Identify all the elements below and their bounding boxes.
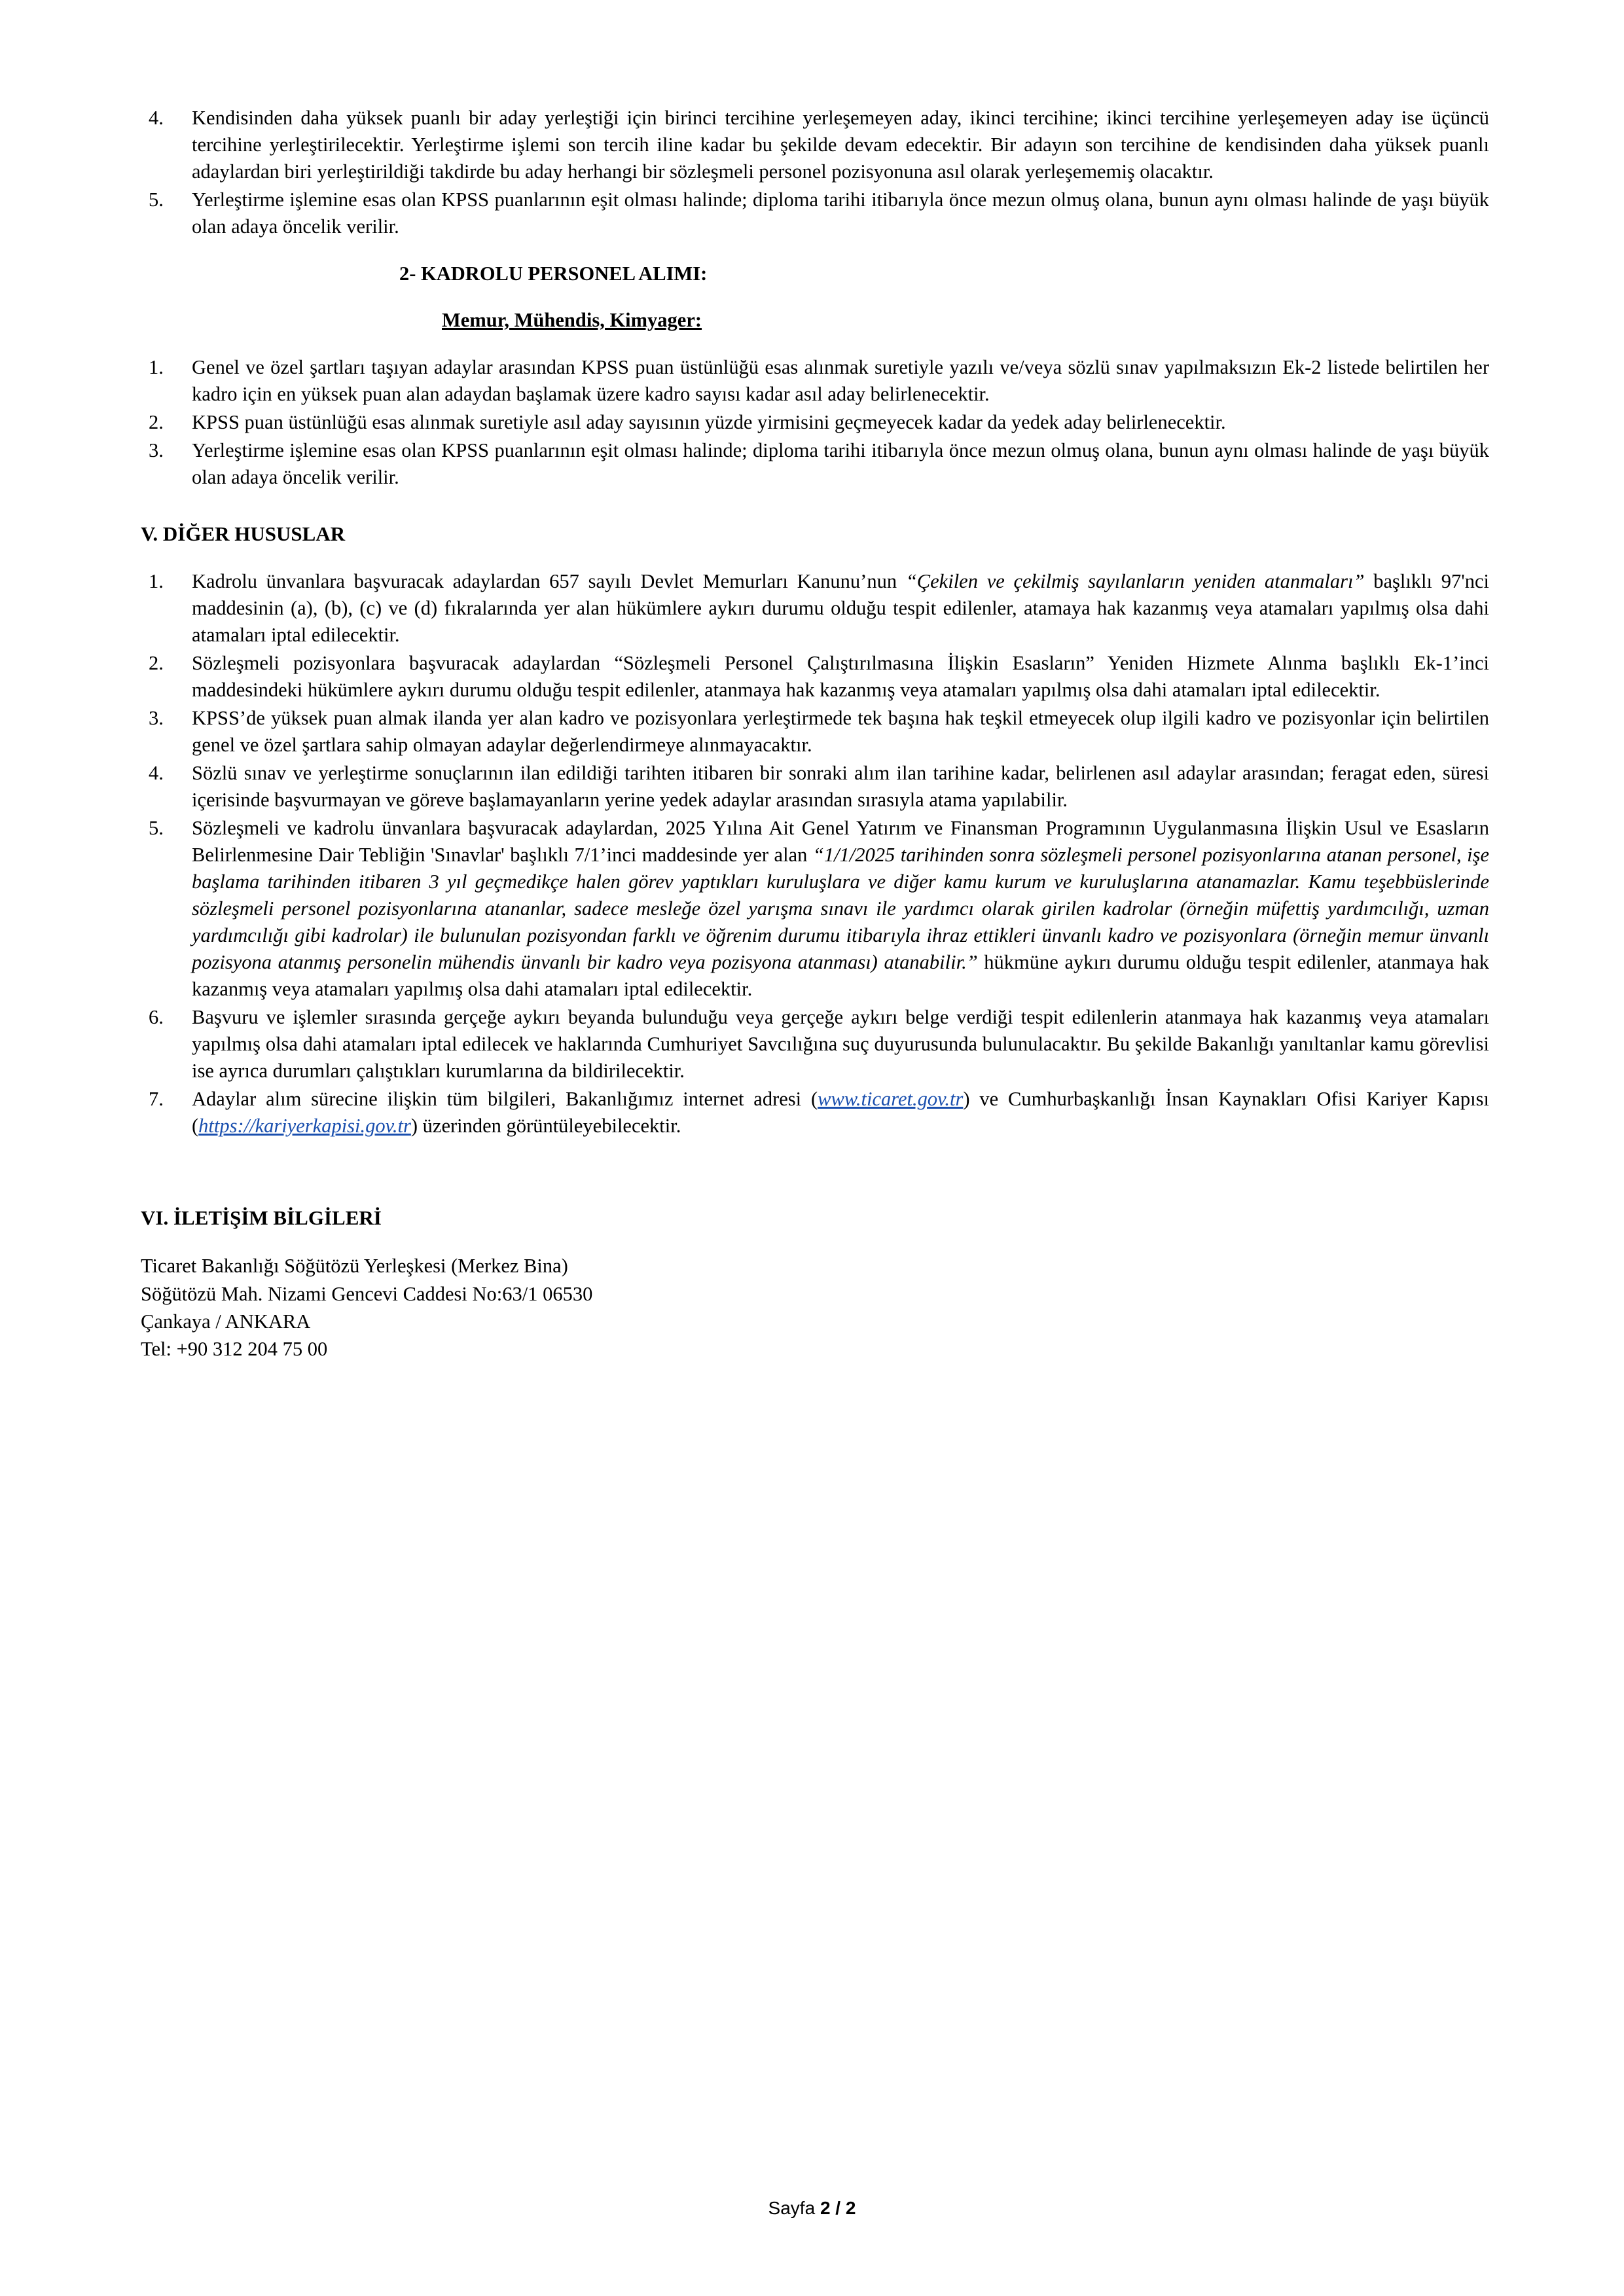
list-item xyxy=(141,1004,1489,1085)
body-text: Sözlü sınav ve yerleştirme sonuçlarının ilan edildiği tarihten itibaren bir sonraki alım ilan tarihine kadar, belirlenen asıl adaylar arasından; feragat eden, süresi içerisinde başvurmayan ve göreve başlamayanların yerine yedek adaylar arasından sırasıyla atama yapılabilir. xyxy=(192,762,1489,812)
list-item-text xyxy=(192,652,1489,701)
list-item xyxy=(141,1086,1489,1139)
list-item xyxy=(141,187,1489,240)
body-text: ) üzerinden görüntüleyebilecektir. xyxy=(410,1115,681,1138)
list-item xyxy=(141,409,1489,436)
continued-numbered-list xyxy=(141,105,1489,240)
list-item-number: 3. xyxy=(149,439,164,462)
list-item-text: Yerleştirme işlemine esas olan KPSS puanlarının eşit olması halinde; diploma tarihi itibarıyla önce mezun olmuş olana, bunun aynı olması halinde de yaşı büyük olan adaya öncelik verilir. xyxy=(192,188,1489,238)
list-item-number: 7. xyxy=(149,1088,164,1111)
list-item-text xyxy=(192,570,1489,646)
page-footer xyxy=(0,2198,1624,2219)
list-item-number: 5. xyxy=(149,817,164,840)
list-item-number: 6. xyxy=(149,1006,164,1029)
list-item xyxy=(141,650,1489,704)
list-item-number: 2. xyxy=(149,411,164,434)
body-text: Sözleşmeli ve kadrolu ünvanlara başvuracak adaylardan, 2025 Yılına Ait Genel Yatırım ve Finansman Programının Uygulanmasına İlişkin Usul ve Esasların Belirlenmesine Dair Tebliğin 'Sınavlar' başlıklı 7/1’inci maddesinde yer alan xyxy=(192,817,1489,867)
list-item xyxy=(141,815,1489,1003)
list-item xyxy=(141,705,1489,759)
list-item-text: Kendisinden daha yüksek puanlı bir aday yerleştiği için birinci tercihine yerleşemeyen aday, ikinci tercihine; ikinci tercihine yerleşemeyen aday ise üçüncü tercihine yerleştirilecektir. Yerleştirme işlemi son tercih iline kadar bu şekilde devam edecektir. Bir adayın son tercihine de kendisinden daha yüksek puanlı adaylardan biri yerleştirildiği takdirde bu aday herhangi bir sözleşmeli personel pozisyonuna asıl olarak yerleşememiş olacaktır. xyxy=(192,107,1489,183)
body-text: Kadrolu ünvanlara başvuracak adaylardan 657 sayılı Devlet Memurları Kanunu’nun xyxy=(192,570,906,593)
body-text: Başvuru ve işlemler sırasında gerçeğe aykırı beyanda bulunduğu veya gerçeğe aykırı belge verdiği tespit edilenlerin atanmaya hak kazanmış veya atamaları yapılmış olsa dahi atamaları iptal edilecek ve haklarında Cumhuriyet Savcılığına suç duyurusunda bulunulacaktır. Bu şekilde Bakanlığı yanıltanlar kamu görevlisi ise ayrıca durumları çalıştıkları kurumlarına da bildirilecektir. xyxy=(192,1006,1489,1083)
list-item-text: KPSS puan üstünlüğü esas alınmak suretiyle asıl aday sayısının yüzde yirmisini geçmeyecek kadar da yedek aday belirlenecektir. xyxy=(192,411,1226,434)
footer-page-number: 2 xyxy=(820,2198,831,2218)
external-link[interactable]: www.ticaret.gov.tr xyxy=(818,1088,964,1111)
heading-kadrolu-personel-alimi: 2- KADROLU PERSONEL ALIMI: xyxy=(399,262,708,285)
contact-line: Söğütözü Mah. Nizami Gencevi Caddesi No:63/1 06530 xyxy=(141,1282,593,1305)
list-item xyxy=(141,354,1489,408)
list-item-text: Yerleştirme işlemine esas olan KPSS puanlarının eşit olması halinde; diploma tarihi itibarıyla önce mezun olmuş olana, bunun aynı olması halinde de yaşı büyük olan adaya öncelik verilir. xyxy=(192,439,1489,489)
subheading-unvanlar: Memur, Mühendis, Kimyager: xyxy=(442,309,702,332)
list-item-number: 4. xyxy=(149,762,164,785)
list-item-text xyxy=(192,762,1489,811)
contact-information xyxy=(141,1252,1489,1362)
list-item-text xyxy=(192,1006,1489,1082)
list-item-number: 5. xyxy=(149,188,164,211)
external-link[interactable]: https://kariyerkapisi.gov.tr xyxy=(198,1115,411,1138)
list-item-number: 1. xyxy=(149,356,164,379)
body-text: Sözleşmeli pozisyonlara başvuracak adaylardan “Sözleşmeli Personel Çalıştırılmasına İlişkin Esasların” Yeniden Hizmete Alınma başlıklı Ek-1’inci maddesindeki hükümlere aykırı durumu olduğu tespit edilenler, atanmaya hak kazanmış veya atamaları yapılmış olsa dahi atamaları iptal edilecektir. xyxy=(192,652,1489,702)
diger-hususlar-list xyxy=(141,568,1489,1139)
list-item-text: Genel ve özel şartları taşıyan adaylar arasından KPSS puan üstünlüğü esas alınmak suretiyle yazılı ve/veya sözlü sınav yapılmaksızın Ek-2 listede belirtilen her kadro için en yüksek puan alan adaydan başlamak üzere kadro sayısı kadar asıl aday belirlenecektir. xyxy=(192,356,1489,406)
list-item-text xyxy=(192,707,1489,756)
list-item-number: 3. xyxy=(149,707,164,730)
footer-separator: / xyxy=(835,2198,841,2218)
body-text: KPSS’de yüksek puan almak ilanda yer alan kadro ve pozisyonlara yerleştirmede tek başına hak teşkil etmeyecek olup ilgili kadro ve pozisyonlar için belirtilen genel ve özel şartlara sahip olmayan adaylar değerlendirmeye alınmayacaktır. xyxy=(192,707,1489,757)
list-item xyxy=(141,760,1489,814)
section-heading-diger-hususlar: V. DİĞER HUSUSLAR xyxy=(141,522,346,546)
body-text: Adaylar alım sürecine ilişkin tüm bilgileri, Bakanlığımız internet adresi ( xyxy=(192,1088,818,1111)
body-text: başlıklı 97'nci maddesinin (a), (b), (c) ve (d) fıkralarında yer alan hükümlere aykırı durumu olduğu tespit edilenler, atamaya hak kazanmış veya atamaları yapılmış olsa dahi atamaları iptal edilecektir. xyxy=(192,570,1489,647)
contact-line: Tel: +90 312 204 75 00 xyxy=(141,1337,328,1360)
quoted-legal-text: “Çekilen ve çekilmiş sayılanların yeniden atanmaları” xyxy=(905,570,1365,593)
section-heading-iletisim-bilgileri: VI. İLETİŞİM BİLGİLERİ xyxy=(141,1206,382,1230)
footer-total-pages: 2 xyxy=(845,2198,856,2218)
body-text: hükmüne aykırı durumu olduğu tespit edilenler, atanmaya hak kazanmış veya atamaları yapılmış olsa dahi atamaları iptal edilecektir. xyxy=(192,951,1489,1001)
list-item-text xyxy=(192,817,1489,1000)
kadrolu-numbered-list xyxy=(141,354,1489,491)
contact-line: Ticaret Bakanlığı Söğütözü Yerleşkesi (Merkez Bina) xyxy=(141,1255,568,1278)
contact-line: Çankaya / ANKARA xyxy=(141,1310,311,1333)
footer-label: Sayfa xyxy=(768,2198,816,2218)
list-item-number: 1. xyxy=(149,570,164,593)
list-item-number: 2. xyxy=(149,652,164,675)
body-text: ) ve Cumhurbaşkanlığı İnsan Kaynakları Ofisi Kariyer Kapısı ( xyxy=(192,1088,1490,1138)
list-item-number: 4. xyxy=(149,107,164,129)
list-item xyxy=(141,105,1489,185)
list-item xyxy=(141,568,1489,649)
page-content xyxy=(141,105,1489,1363)
list-item xyxy=(141,437,1489,491)
list-item-text xyxy=(192,1088,1489,1137)
quoted-legal-text: “1/1/2025 tarihinden sonra sözleşmeli personel pozisyonlarına atanan personel, işe başlama tarihinden itibaren 3 yıl geçmedikçe halen görev yaptıkları kuruluşlara ve diğer kamu kurum ve kuruluşlarına atanamazlar. Kamu teşebbüslerinde sözleşmeli personel pozisyonlarına atananlar, sadece mesleğe özel yarışma sınavı ile yardımcı olarak girilen kadrolar (örneğin müfettiş yardımcılığı, uzman yardımcılığı gibi kadrolar) ile bulunulan pozisyondan farklı ve öğrenim durumu itibarıyla ihraz ettikleri ünvanlı kadro ve pozisyonlara (örneğin memur ünvanlı pozisyona atanmış personelin mühendis ünvanlı bir kadro veya pozisyona atanması) atanabilir.” xyxy=(192,844,1489,974)
